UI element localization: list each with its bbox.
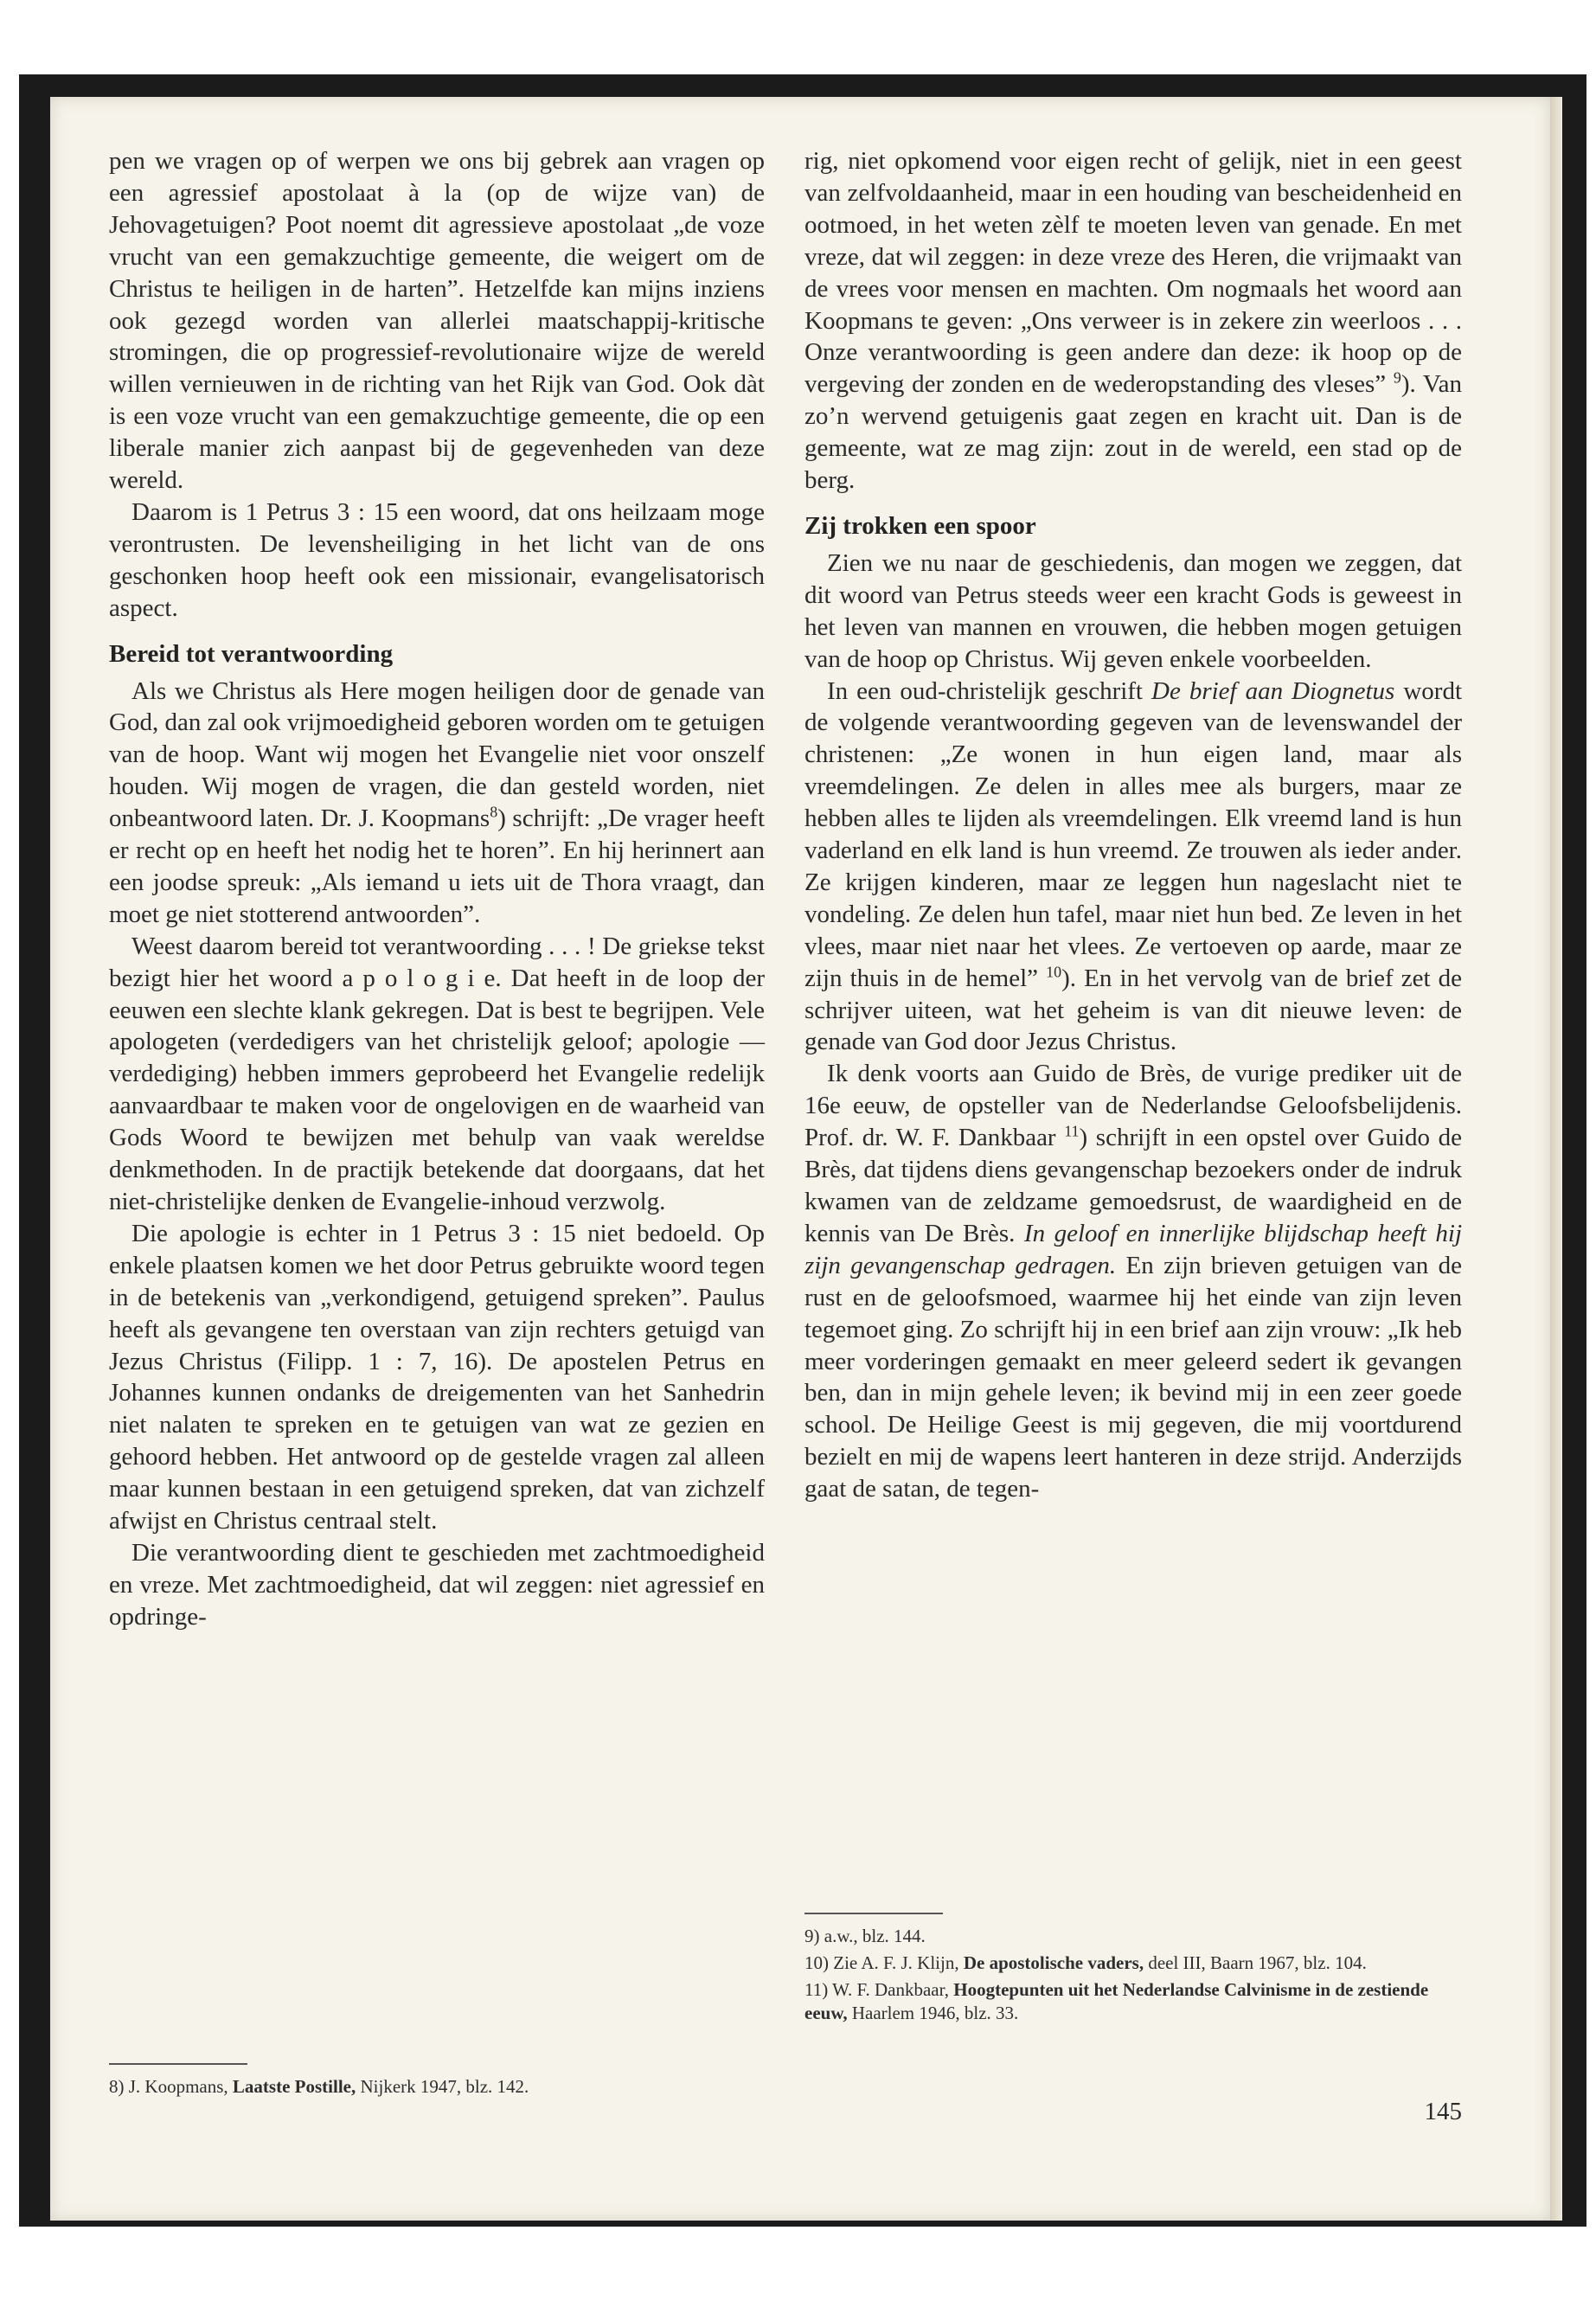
footnote-11-title: Hoogtepunten uit het Nederlandse Calvinisme in de zestiende eeuw,: [804, 1979, 1429, 2023]
right-paragraph-2: Zien we nu naar de geschiedenis, dan mogen we zeggen, dat dit woord van Petrus steeds weer een kracht Gods is geweest in het leven van mannen en vrouwen, die hebben mogen getuigen van de hoop op Christus. Wij geven enkele voorbeelden.: [804, 548, 1462, 673]
footnote-ref-8: 8: [490, 803, 498, 821]
footnote-ref-9: 9: [1393, 369, 1401, 387]
left-paragraph-3: [109, 676, 765, 931]
right-paragraph-1-text-cont: ). Van zo’n wervend getuigenis gaat zegen en kracht uit. Dan is de gemeente, wat ze mag zijn: zout in de wereld, een stad op de berg.: [804, 370, 1462, 495]
left-paragraph-2: Daarom is 1 Petrus 3 : 15 een woord, dat ons heilzaam moge verontrusten. De levensheiliging in het licht van de ons geschonken hoop heeft ook een missionair, evangelisatorisch aspect.: [109, 497, 765, 622]
footnote-8-rest: Nijkerk 1947, blz. 142.: [360, 2076, 529, 2097]
footnote-8-number: 8): [109, 2076, 125, 2097]
left-paragraph-3-text-cont: ) schrijft: „De vrager heeft er recht op en heeft het nodig het te horen”. En hij herinnert aan een joodse spreuk: „Als iemand u iets uit de Thora vraagt, dan moet ge niet stotterend antwoorden”.: [109, 804, 766, 928]
footnote-8-author: J. Koopmans,: [128, 2076, 228, 2097]
footnote-9: 9) a.w., blz. 144.: [804, 1926, 926, 1946]
left-paragraph-3-text: Als we Christus als Here mogen heiligen door de genade van God, dan zal ook vrijmoedigheid geboren worden om te getuigen van de hoop. Want wij mogen het Evangelie niet voor onszelf houden. Wij mogen de vragen, die dan gesteld worden, niet onbeantwoord laten. Dr. J. Koopmans: [109, 676, 765, 833]
diognetus-title: De brief aan Diognetus: [1151, 676, 1395, 705]
right-paragraph-4-text: Ik denk voorts aan Guido de Brès, de vurige prediker uit de 16e eeuw, de opsteller van de Nederlandse Geloofsbelijdenis. Prof. dr. W. F. Dankbaar: [804, 1060, 1462, 1152]
right-paragraph-4-italic: In geloof en innerlijke blijdschap heeft hij zijn gevangenschap gedragen.: [804, 1219, 1463, 1279]
right-footnotes: [804, 1913, 1462, 2029]
footnote-11-author: 11) W. F. Dankbaar,: [804, 1979, 950, 2000]
right-paragraph-3: [804, 676, 1462, 1059]
right-paragraph-4: [804, 1058, 1462, 1505]
right-paragraph-1: [804, 145, 1462, 497]
left-paragraph-6: Die verantwoording dient te geschieden met zachtmoedigheid en vreze. Met zachtmoedigheid, dat wil zeggen: niet agressief en opdringe-: [109, 1538, 765, 1631]
left-column: [109, 145, 765, 1633]
right-paragraph-3-text-end: ). En in het vervolg van de brief zet de schrijver uiteen, wat het geheim is van dit nieuwe leven: de genade van God door Jezus Christus.: [804, 964, 1463, 1056]
footnote-11-rest: Haarlem 1946, blz. 33.: [851, 2003, 1019, 2023]
footnote-8-title: Laatste Postille,: [232, 2076, 356, 2097]
page-number: 145: [1424, 2098, 1462, 2125]
footnote-10: [804, 1952, 1462, 1975]
footnote-11: [804, 1978, 1462, 2025]
right-paragraph-4-text-end: En zijn brieven getuigen van de rust en de geloofsmoed, waarmee hij het einde van zijn leven tegemoet ging. Zo schrijft hij in een brief aan zijn vrouw: „Ik heb meer vorderingen gemaakt en meer geleerd sedert ik gevangen ben, dan in mijn gehele leven; ik bevind mij in een zeer goede school. De Heilige Geest is mij gegeven, die mij voortdurend bezielt en mij de wapens leert hanteren in deze strijd. Anderzijds gaat de satan, de tegen-: [804, 1251, 1463, 1503]
left-paragraph-1: pen we vragen op of werpen we ons bij gebrek aan vragen op een agressief apostolaat à la (op de wijze van) de Jehovagetuigen? Poot noemt dit agressieve apostolaat „de voze vrucht van een gemakzuchtige gemeente, die weigert om de Christus te heiligen in de harten”. Hetzelfde kan mijns inziens ook gezegd worden van allerlei maatschappij-kritische stromingen, die op progressief-revolutionaire wijze de wereld willen vernieuwen in de richting van het Rijk van God. Ook dàt is een voze vrucht van een gemakzuchtige gemeente, die op een liberale manier zich aanpast bij de gegevenheden van deze wereld.: [109, 147, 765, 495]
footnote-10-author: 10) Zie A. F. J. Klijn,: [804, 1952, 959, 1973]
section-heading-spoor: Zij trokken een spoor: [804, 511, 1036, 540]
footnote-rule: [109, 2063, 247, 2065]
footnote-ref-10: 10: [1046, 963, 1062, 980]
footnote-rule: [804, 1913, 943, 1914]
footnote-8: [109, 2075, 765, 2099]
footnote-ref-11: 11: [1064, 1122, 1080, 1140]
right-paragraph-1-text: rig, niet opkomend voor eigen recht of gelijk, niet in een geest van zelfvoldaanheid, maar in een houding van bescheidenheid en ootmoed, in het weten zèlf te moeten leven van genade. En met vreze, dat wil zeggen: in deze vreze des Heren, die vrijmaakt van de vrees voor mensen en machten. Om nogmaals het woord aan Koopmans te geven: „Ons verweer is in zekere zin weerloos . . . Onze verantwoording is geen andere dan deze: ik hoop op de vergeving der zonden en de wederopstanding des vleses”: [804, 147, 1462, 399]
right-paragraph-3-text-cont: wordt de volgende verantwoording gegeven van de levenswandel der christenen: „Ze wonen in hun eigen land, maar als vreemdelingen. Ze delen in alles mee als burgers, maar ze hebben alles te lijden als vreemdelingen. Elk vreemd land is hun vaderland en elk land is hun vreemd. Ze trouwen als ieder ander. Ze krijgen kinderen, maar ze leggen hun nageslacht niet te vondeling. Ze delen hun tafel, maar niet hun bed. Ze leven in het vlees, maar niet naar het vlees. Ze vertoeven op aarde, maar ze zijn thuis in de hemel”: [804, 676, 1463, 992]
right-column: [804, 145, 1462, 1505]
right-paragraph-4-text-cont: ) schrijft in een opstel over Guido de Brès, dat tijdens diens gevangenschap bezoekers onder de indruk kwamen van de zeldzame gemoedsrust, de waardigheid en de kennis van De Brès.: [804, 1124, 1462, 1247]
left-paragraph-5: Die apologie is echter in 1 Petrus 3 : 15 niet bedoeld. Op enkele plaatsen komen we het door Petrus gebruikte woord tegen in de betekenis van „verkondigend, getuigend spreken”. Paulus heeft als gevangene ten overstaan van zijn rechters getuigd van Jezus Christus (Filipp. 1 : 7, 16). De apostelen Petrus en Johannes kunnen ondanks de dreigementen van het Sanhedrin niet nalaten te spreken en te getuigen van wat ze gezien en gehoord hebben. Het antwoord op de gestelde vragen zal alleen maar kunnen bestaan in een getuigend spreken, dat van zichzelf afwijst en Christus centraal stelt.: [109, 1219, 765, 1535]
left-paragraph-4: Weest daarom bereid tot verantwoording . . . ! De griekse tekst bezigt hier het woord a p o l o g i e. Dat heeft in de loop der eeuwen een slechte klank gekregen. Dat is best te begrijpen. Vele apologeten (verdedigers van het christelijk geloof; apologie — verdediging) hebben immers geprobeerd het Evangelie redelijk aanvaardbaar te maken voor de ongelovigen en de waarheid van Gods Woord te bewijzen met behulp van vaak wereldse denkmethoden. In de practijk betekende dat doorgaans, dat het niet-christelijke denken de Evangelie-inhoud verzwolg.: [109, 932, 765, 1215]
footnote-10-title: De apostolische vaders,: [963, 1952, 1144, 1973]
right-paragraph-3-text: In een oud-christelijk geschrift: [827, 676, 1143, 705]
page-edge: [1550, 97, 1562, 2221]
left-footnotes: [109, 2063, 765, 2102]
footnote-10-rest: deel III, Baarn 1967, blz. 104.: [1148, 1952, 1367, 1973]
section-heading-bereid: Bereid tot verantwoording: [109, 639, 394, 668]
